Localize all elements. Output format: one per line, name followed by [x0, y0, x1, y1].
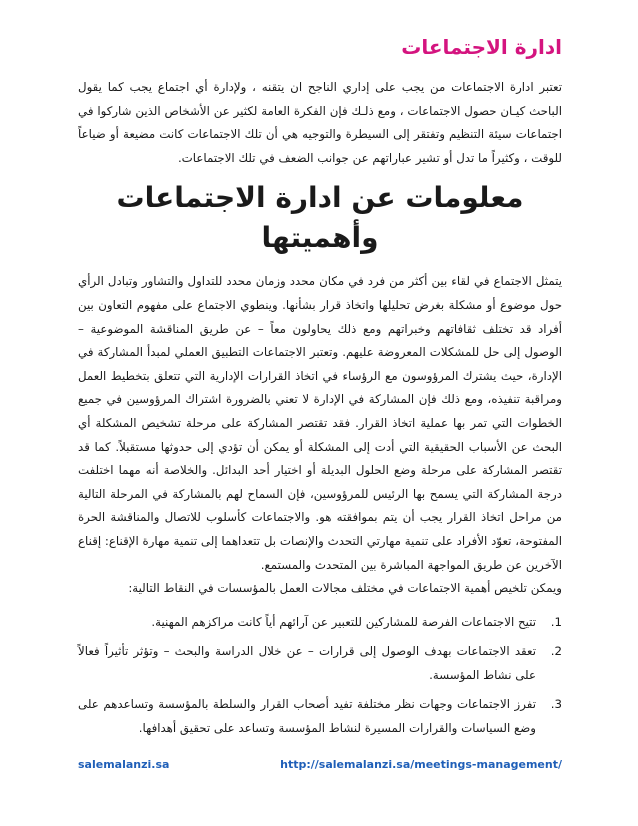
footer-site-link[interactable]: salemalanzi.sa — [78, 758, 170, 771]
footer-url-link[interactable]: http://salemalanzi.sa/meetings-management/ — [280, 758, 562, 771]
page-title: ادارة الاجتماعات — [401, 35, 562, 59]
list-text: تتيح الاجتماعات الفرصة للمشاركين للتعبير عن آرائهم أياً كانت مراكزهم المهنية. — [151, 614, 536, 629]
points-list — [78, 611, 562, 741]
list-number: 3. — [550, 697, 562, 712]
page-footer — [78, 758, 562, 771]
list-item — [78, 611, 562, 635]
body-paragraph: يتمثل الاجتماع في لقاء بين أكثر من فرد في مكان محدد وزمان محدد للتداول والتشاور وتبادل الرأي حول موضوع أو مشكلة بغرض تحليلها واتخاذ قرار بشأنها. وينطوي الاجتماع على مفهوم التعاون بين أفراد قد تختلف ثقافاتهم وخبراتهم ومع ذلك يحاولون معاً – عن طريق المناقشة الموضوعية – الوصول إلى حل للمشكلات المعروضة عليهم. وتعتبر الاجتماعات التطبيق العملي لمبدأ المشاركة في الإدارة، حيث يشترك المرؤوسون مع الرؤساء في اتخاذ القرارات الإدارية التي تتعلق بتخطيط العمل ومراقبة تنفيذه، ومع ذلك فإن المشاركة في الإدارة لا تعني بالضرورة اشتراك المرؤوسين في جميع الخطوات التي تمر بها عملية اتخاذ القرار. فقد تقتصر المشاركة على مرحلة تشخيص المشكلة أي البحث عن الأسباب الحقيقية التي أدت إلى المشكلة أو يمكن أن تؤدي إلى حدوثها مستقبلاً. كما قد تقتصر المشاركة على مرحلة وضع الحلول البديلة أو اختيار أحد البدائل. والخلاصة أنه مهما اختلفت درجة المشاركة التي يسمح بها الرئيس للمرؤوسين، فإن السماح لهم بالمشاركة في المرحلة التالية من مراحل اتخاذ القرار يجب أن يتم بموافقته هو. والاجتماعات كأسلوب للاتصال والمناقشة الحرة المفتوحة، تعوّد الأفراد على تنمية مهارتي التحدث والإنصات بل تتعداهما إلى تنمية مهارة الإقناع: إقناع الآخرين عن طريق المواجهة المباشرة بين المتحدث والمستمع. — [78, 274, 562, 572]
list-item — [78, 693, 562, 740]
summary-paragraph: ويمكن تلخيص أهمية الاجتماعات في مختلف مجالات العمل بالمؤسسات في النقاط التالية: — [128, 581, 562, 596]
list-text: تعقد الاجتماعات بهدف الوصول إلى قرارات – عن خلال الدراسة والبحث – وتؤثر تأثيراً فعالاً على نشاط المؤسسة. — [78, 644, 536, 682]
list-text: تفرز الاجتماعات وجهات نظر مختلفة تفيد أصحاب القرار والسلطة بالمؤسسة وتساعدهم على وضع السياسات والقرارات المسيرة لنشاط المؤسسة وتساعد على تحقيق أهدافها. — [78, 697, 536, 736]
list-item — [78, 640, 562, 687]
document-page — [78, 30, 562, 747]
list-number: 2. — [550, 644, 562, 659]
section-heading: معلومات عن ادارة الاجتماعات وأهميتها — [116, 181, 524, 255]
intro-paragraph: تعتبر ادارة الاجتماعات من يجب على إداري الناجح ان يتقنه ، ولإدارة أي اجتماع يجب كما يقول الباحث كيـان حصول الاجتماعات ، ومع ذلـك فإن الفكرة العامة لكثير عن الأشخاص الذين شاركوا في اجتماعات سيئة التنظيم وتفتقر إلى السيطرة والتوجيه هي أن تلك الاجتماعات كانت مضيعة أو ضياعاً للوقت ، وكثيراً ما تدل أو تشير عباراتهم عن جوانب الضعف في تلك الاجتماعات. — [78, 80, 562, 165]
list-number: 1. — [550, 614, 562, 629]
